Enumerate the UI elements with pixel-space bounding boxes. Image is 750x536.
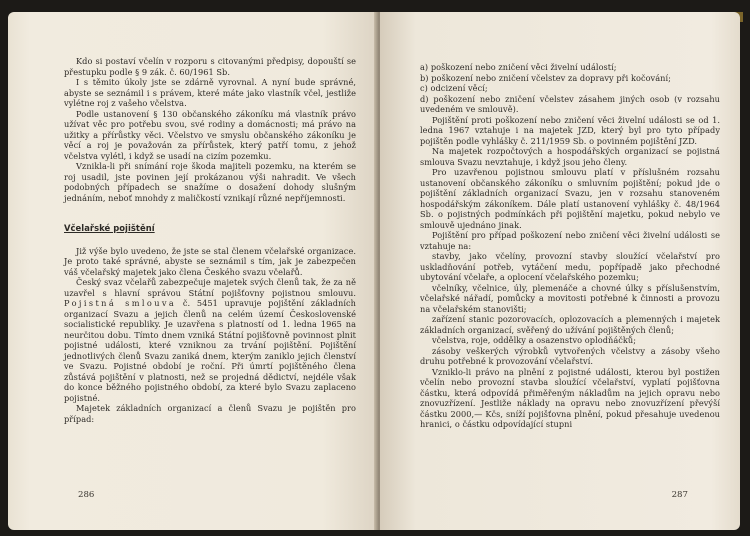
paragraph: Podle ustanovení § 130 občanského zákoníku má vlastník právo užívat věc pro potřebu svou, své rodiny a domácnosti; má právo na užitky a přírůstky věci. Včelstvo ve smyslu občanského zákoníku je věcí a roj je považován za přírůstek, který patří tomu, z jehož včelstva vylétl, i když se usadí na cizím pozemku. — [64, 108, 356, 161]
list-item: včelstva, roje, oddělky a osazenstvo oplodňáčků; — [432, 335, 637, 345]
paragraph: Na majetek rozpočtových a hospodářských organizací se pojistná smlouva Svazu nevztahuje, i když jsou jeho členy. — [420, 146, 720, 167]
paragraph: Pojištění proti poškození nebo zničení věci živelní události se od 1. ledna 1967 vztahuje i na majetek JZD, který byl pro tyto případy pojištěn podle vyhlášky č. 211/1959 Sb. o povinném pojištění JZD. — [420, 114, 720, 146]
list-item: zařízení stanic pozorovacích, oplozovacích a plemenných i majetek základních organizací, svěřený do užívání pojištěných členů; — [420, 314, 720, 335]
right-page — [380, 12, 740, 530]
list-item: c) odcizení věcí; — [420, 83, 488, 93]
list-item: zásoby veškerých výrobků vytvořených včelstvy a zásoby všeho druhu potřebné k provozování včelařství. — [420, 345, 720, 366]
list-item: včelníky, včelnice, úly, plemenáče a chovné úlky s příslušenstvím, včelařské nářadí, pomůcky a movitosti potřebné k činnosti a provozu na včelařském stanovišti; — [420, 282, 720, 314]
list-item: b) poškození nebo zničení včelstev za dopravy při kočování; — [420, 72, 671, 83]
paragraph: Již výše bylo uvedeno, že jste se stal členem včelařské organizace. Je proto také správné, abyste se seznámil s tím, jak je zabezpečen váš včelařský majetek jako člena Českého svazu včelařů. — [64, 245, 356, 277]
left-page — [8, 12, 378, 530]
paragraph: Kdo si postaví včelín v rozporu s citovanými předpisy, dopouští se přestupku podle § 9 zák. č. 60/1961 Sb. — [64, 56, 356, 77]
paragraph: I s těmito úkoly jste se zdárně vyrovnal. A nyní bude správné, abyste se seznámil i s právem, které máte jako vlastník včel, jestliže vylétne roj z vašeho včelstva. — [64, 77, 356, 108]
page-number: 287 — [671, 490, 688, 500]
book-spread — [8, 12, 740, 530]
paragraph — [64, 277, 356, 403]
list-item: stavby, jako včelíny, provozní stavby sloužící včelařství pro uskladňování potřeb, vytáčení medu, popřípadě jako přechodné ubytování včelaře, a oplocení včelařského pozemku; — [420, 251, 720, 282]
paragraph: Pro uzavřenou pojistnou smlouvu platí v příslušném rozsahu ustanovení občanského zákoníku o smluvním pojištění; pokud jde o pojištění základních organizací Svazu, jen v rozsahu stanoveném hospodářským zákoníkem. Dále platí ustanovení vyhlášky č. 48/1964 Sb. o pojistných podmínkách při pojištění majetku, pokud nebylo ve smlouvě ujednáno jinak. — [420, 167, 720, 230]
list-item: a) poškození nebo zničení věci živelní událostí; — [420, 62, 617, 72]
spaced-term: Pojistná smlouva — [64, 298, 177, 308]
paragraph: Vzniklo-li právo na plnění z pojistné události, kterou byl postižen včelín nebo provozní stavba sloužící včelařství, vyplatí pojišťovna částku, která odpovídá přiměřeným nákladům na jejich opravu nebo znovuzřízení. Jestliže náklady na opravu nebo znovuzřízení převýší částku 2000,— Kčs, sníží pojišťovna plnění, pokud přesahuje uvedenou hranici, o částku odpovídající stupni — [420, 366, 720, 429]
paragraph: Pojištění pro případ poškození nebo zničení věci živelní události se vztahuje na: — [420, 230, 720, 251]
paragraph: Vznikla-li při snímání roje škoda majiteli pozemku, na kterém se roj usadil, jste povinen její prokázanou výši nahradit. Ve všech podobných případech se snažíme o dosažení dohody slušným jednáním, neboť mnohdy z maličkostí vznikají různé nepříjemnosti. — [64, 161, 356, 203]
section-heading: Včelařské pojištění — [64, 223, 155, 233]
paragraph: Majetek základních organizací a členů Svazu je pojištěn pro případ: — [64, 403, 356, 424]
list-item: d) poškození nebo zničení včelstev zásahem jiných osob (v rozsahu uvedeném ve smlouvě). — [420, 93, 720, 114]
paragraph-part: Český svaz včelařů zabezpečuje majetek svých členů tak, že za ně uzavřel s hlavní správou Státní pojišťovny pojistnou smlouvu. — [64, 277, 356, 298]
paragraph-part: č. 5451 upravuje pojištění základních organizací Svazu a jejich členů na celém území Československé socialistické republiky. Je uzavřena s platností od 1. ledna 1965 na neurčitou dobu. Tímto dnem vzniká Státní pojišťovně povinnost plnit pojistné události, které vzniknou za trvání pojištění. Pojištění jednotlivých členů Svazu zaniká dnem, kterým zaniklo jejich členství ve Svazu. Pojistné období je roční. Při úmrtí pojištěného člena zůstává pojištění v platnosti, než se projedná dědictví, nejdéle však do konce běžného pojistného období, za které bylo Svazu zaplaceno pojistné. — [64, 298, 356, 403]
page-number: 286 — [78, 490, 95, 500]
